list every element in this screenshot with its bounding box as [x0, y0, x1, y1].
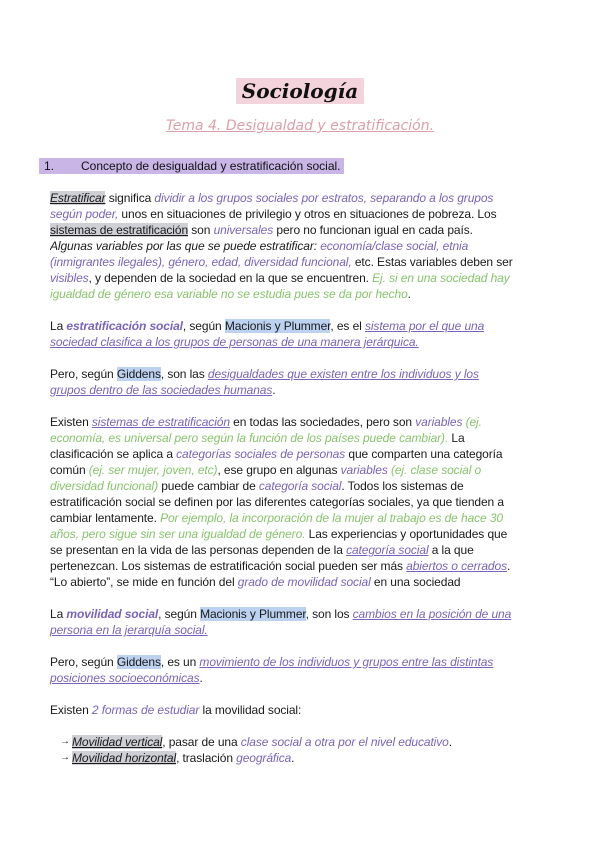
text-run: , ese grupo en algunas — [217, 463, 341, 477]
text-run: Pero, según — [50, 367, 117, 381]
text-line — [50, 478, 540, 494]
text-run: variables — [415, 415, 463, 429]
text-run: cambios en la posición de una — [352, 607, 512, 621]
text-run: , traslación — [176, 751, 237, 765]
text-line — [50, 222, 540, 238]
text-line — [50, 206, 540, 222]
text-run: abiertos o cerrados — [406, 559, 507, 573]
text-run: La — [50, 607, 67, 621]
text-line — [50, 542, 540, 558]
text-run: Ej. si en una sociedad hay — [372, 271, 510, 285]
text-run: grado de movilidad social — [237, 575, 371, 589]
text-run: , según — [182, 319, 225, 333]
text-line — [50, 558, 540, 574]
paragraph-definition — [50, 190, 540, 302]
text-run: variables — [340, 463, 388, 477]
text-line — [50, 238, 540, 254]
text-run: en todas las sociedades, pero son — [229, 415, 416, 429]
text-run: economía/clase social, etnia — [320, 239, 469, 253]
text-run: visibles — [50, 271, 89, 285]
text-run: (ej. ser mujer, joven, etc) — [88, 463, 218, 477]
text-line — [50, 622, 540, 638]
text-run: . — [272, 383, 276, 397]
text-run: pero no funcionan igual en cada país. — [273, 223, 473, 237]
text-run: etc. Estas variables deben ser — [351, 255, 513, 269]
list-item — [50, 734, 540, 750]
text-run: Las experiencias y oportunidades que — [305, 527, 508, 541]
text-line — [50, 446, 540, 462]
text-run: Existen — [50, 703, 92, 717]
text-run: categoría social — [258, 479, 342, 493]
text-run: Movilidad vertical — [72, 735, 163, 749]
text-run: a la que — [428, 543, 474, 557]
author-name: Macionis y Plummer — [200, 607, 306, 621]
text-line — [50, 526, 540, 542]
text-run: se presentan en la vida de las personas dependen de la — [50, 543, 347, 557]
text-run: clase social a otra por el nivel educativo — [240, 735, 449, 749]
text-run: posiciones socioeconómicas — [50, 671, 200, 685]
text-run: años, pero sigue sin ser una igualdad de género. — [50, 527, 306, 541]
paragraph-sistemas — [50, 414, 540, 590]
text-run: clasificación se aplica a — [50, 447, 177, 461]
bullet-list — [50, 734, 540, 766]
text-run: geográfica — [236, 751, 292, 765]
text-run: movimiento de los individuos y grupos entre las distintas — [199, 655, 494, 669]
text-run: . — [199, 671, 203, 685]
section-number: 1. — [44, 159, 55, 173]
author-name: Giddens — [116, 655, 161, 669]
text-run: , es el — [330, 319, 365, 333]
arrow-right-icon: → — [60, 752, 70, 763]
text-run: sociedad clasifica a los grupos de personas de una manera jerárquica. — [50, 335, 419, 349]
section-heading — [39, 158, 344, 174]
text-run: Movilidad horizontal — [72, 751, 177, 765]
text-line — [50, 462, 540, 478]
text-run: La — [50, 319, 67, 333]
text-run: categoría social — [346, 543, 429, 557]
text-run: que comparten una categoría — [345, 447, 503, 461]
text-run: Pero, según — [50, 655, 117, 669]
page-subtitle: Tema 4. Desigualdad y estratificación. — [165, 118, 435, 134]
text-run: grupos dentro de las sociedades humanas — [50, 383, 273, 397]
paragraph-estratificacion-giddens — [50, 366, 540, 398]
paragraph-movilidad-macionis — [50, 606, 540, 638]
document-body — [50, 190, 540, 782]
text-line — [50, 670, 540, 686]
text-line — [50, 494, 540, 510]
section-title: Concepto de desigualdad y estratificación social. — [81, 159, 341, 173]
text-line — [50, 318, 540, 334]
term-sistemas: sistemas de estratificación — [50, 223, 189, 237]
text-line — [50, 190, 540, 206]
term-estratificar: Estratificar — [50, 191, 106, 205]
text-run: movilidad social — [66, 607, 159, 621]
text-run: diversidad funcional) — [50, 479, 158, 493]
text-line — [50, 702, 540, 718]
arrow-right-icon: → — [60, 736, 70, 747]
text-run: estratificación social — [66, 319, 183, 333]
text-run: , y dependen de la sociedad en la que se encuentren. — [88, 271, 373, 285]
text-run: “Lo abierto”, se mide en función del — [50, 575, 238, 589]
list-item — [50, 750, 540, 766]
text-run: según poder, — [50, 207, 119, 221]
text-run: en una sociedad — [370, 575, 461, 589]
text-line — [50, 366, 540, 382]
author-name: Macionis y Plummer — [224, 319, 331, 333]
paragraph-formas — [50, 702, 540, 718]
text-run: estratificación social se definen por las diferentes categorías sociales, ya que tienden a — [50, 495, 504, 509]
text-line — [50, 510, 540, 526]
text-run: , según — [158, 607, 201, 621]
text-line — [50, 382, 540, 398]
text-run: desigualdades que existen entre los individuos y los — [207, 367, 479, 381]
text-run: 2 formas de estudiar — [91, 703, 200, 717]
text-run: sistema por el que una — [364, 319, 485, 333]
text-run: dividir a los grupos sociales por estratos, separando a los grupos — [154, 191, 494, 205]
text-run: pertenezcan. Los sistemas de estratificación social pueden ser más — [50, 559, 407, 573]
text-line — [50, 334, 540, 350]
text-run: unos en situaciones de privilegio y otros en situaciones de pobreza. Los — [118, 207, 497, 221]
paragraph-estratificacion-macionis — [50, 318, 540, 350]
text-line — [50, 414, 540, 430]
text-run: puede cambiar de — [157, 479, 259, 493]
text-line — [50, 254, 540, 270]
text-run: . — [506, 559, 511, 573]
text-run: Por ejemplo, la incorporación de la mujer al trabajo es de hace 30 — [160, 511, 503, 525]
text-run: Existen — [50, 415, 92, 429]
text-run: son — [188, 223, 214, 237]
text-run: , son los — [305, 607, 353, 621]
text-run: . Todos los sistemas de — [341, 479, 464, 493]
text-run: . — [407, 287, 411, 301]
page-title: Sociología — [236, 78, 364, 104]
text-run: Algunas variables por las que se puede estratificar: — [50, 239, 321, 253]
text-run: . — [291, 751, 295, 765]
text-run: , son las — [160, 367, 208, 381]
text-run: común — [50, 463, 89, 477]
text-line — [50, 654, 540, 670]
text-line — [50, 270, 540, 286]
text-line — [50, 430, 540, 446]
text-run: economía, es universal pero según la función de los países puede cambiar). — [50, 431, 449, 445]
text-run: universales — [213, 223, 274, 237]
author-name: Giddens — [116, 367, 161, 381]
text-run: . — [448, 735, 452, 749]
text-run: categorías sociales de personas — [176, 447, 346, 461]
text-run: , es un — [160, 655, 200, 669]
text-line — [50, 574, 540, 590]
text-line — [50, 606, 540, 622]
text-run: significa — [105, 191, 155, 205]
text-run: (inmigrantes ilegales), género, edad, diversidad funcional, — [50, 255, 352, 269]
text-run: igualdad de género esa variable no se estudia pues se da por hecho — [50, 287, 408, 301]
text-run: la movilidad social: — [199, 703, 302, 717]
text-run: sistemas de estratificación — [91, 415, 230, 429]
text-run: persona en la jerarquía social. — [50, 623, 208, 637]
text-run: (ej. — [462, 415, 482, 429]
paragraph-movilidad-giddens — [50, 654, 540, 686]
text-run: , pasar de una — [162, 735, 241, 749]
title-wrap — [0, 78, 600, 104]
text-run: (ej. clase social o — [387, 463, 482, 477]
text-run: La — [448, 431, 465, 445]
text-run: cambiar lentamente. — [50, 511, 161, 525]
text-line — [50, 286, 540, 302]
